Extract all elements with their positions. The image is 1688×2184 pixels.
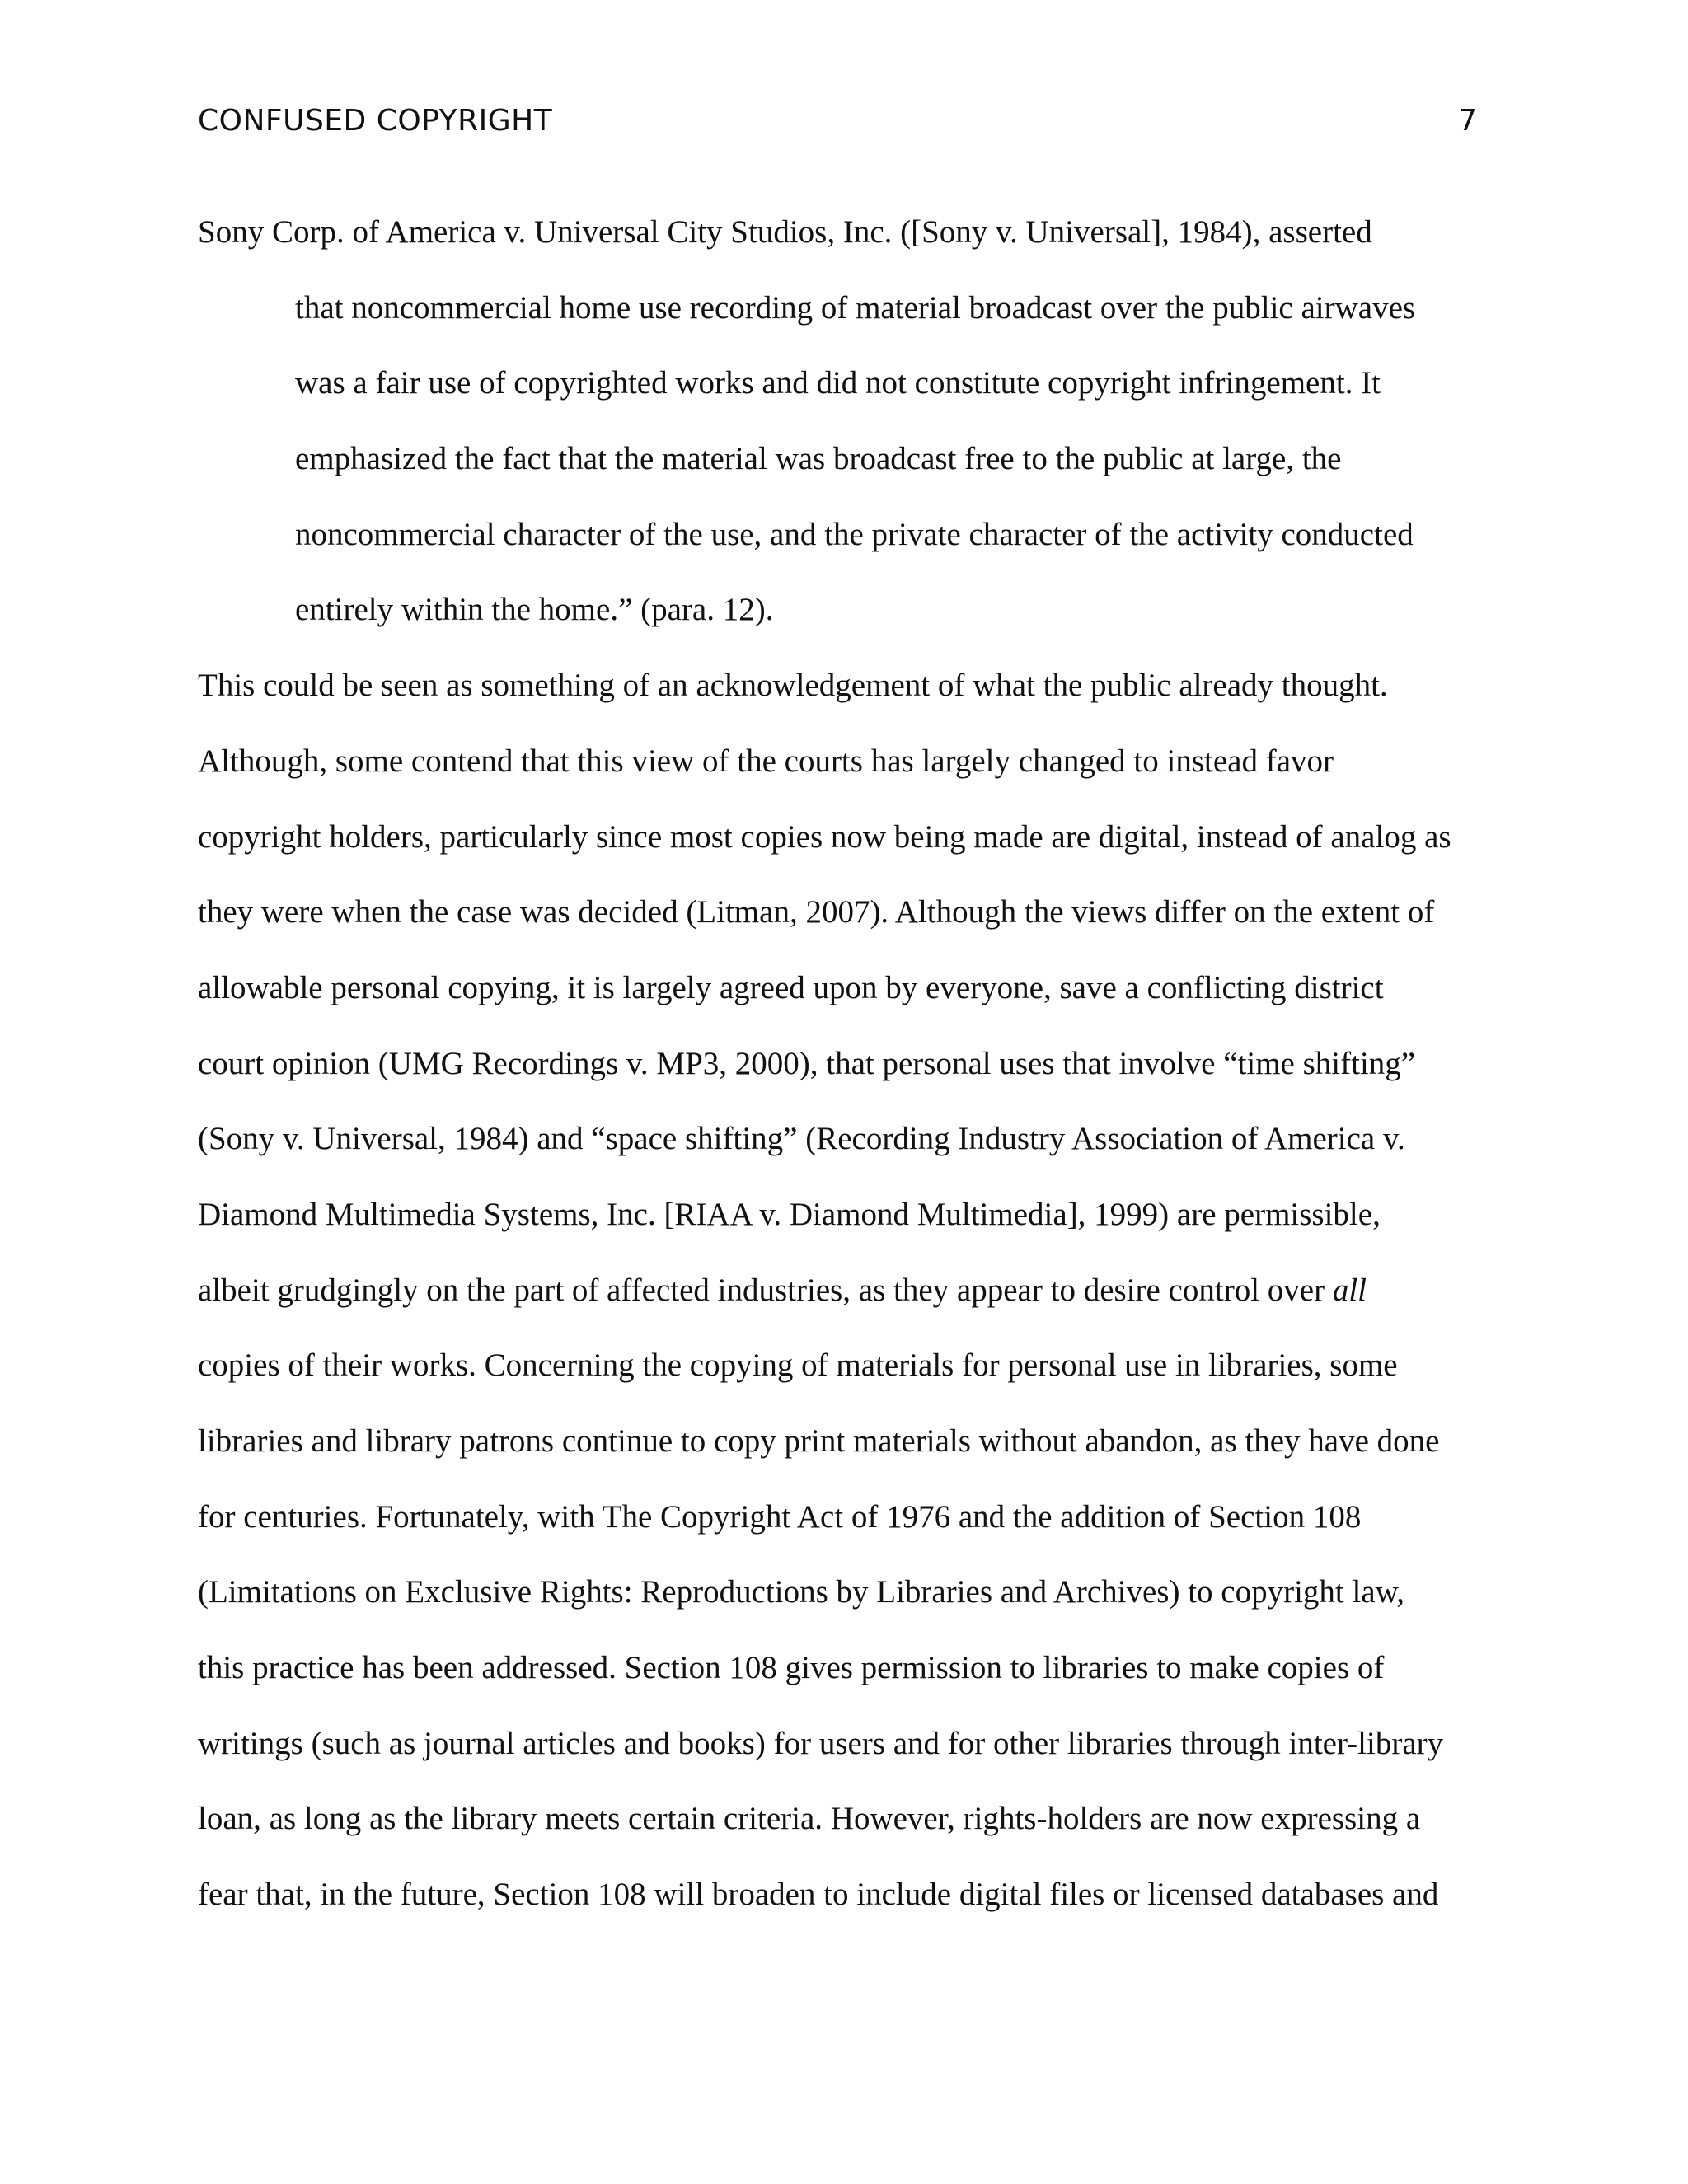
paragraph-line: fear that, in the future, Section 108 will broaden to include digital files or licensed databases and	[198, 1877, 1439, 1913]
paragraph-line: Diamond Multimedia Systems, Inc. [RIAA v. Diamond Multimedia], 1999) are permissible,	[198, 1196, 1381, 1232]
block-quote-line: emphasized the fact that the material was broadcast free to the public at large, the	[295, 441, 1342, 477]
paragraph-line: copyright holders, particularly since most copies now being made are digital, instead of analog as	[198, 818, 1451, 855]
paragraph-line: writings (such as journal articles and books) for users and for other libraries through inter-library	[198, 1725, 1444, 1761]
block-quote-line: Sony Corp. of America v. Universal City Studios, Inc. ([Sony v. Universal], 1984), asserted	[198, 214, 1372, 250]
paragraph-line: Although, some contend that this view of the courts has largely changed to instead favor	[198, 743, 1334, 779]
body-text	[198, 194, 1492, 1933]
running-head	[198, 101, 1477, 142]
block-quote-line: noncommercial character of the use, and the private character of the activity conducted	[295, 516, 1414, 552]
paragraph-line: allowable personal copying, it is largely agreed upon by everyone, save a conflicting district	[198, 969, 1384, 1005]
paragraph-line: this practice has been addressed. Section 108 gives permission to libraries to make copies of	[198, 1650, 1385, 1686]
paragraph-line: loan, as long as the library meets certain criteria. However, rights-holders are now expressing a	[198, 1801, 1421, 1837]
block-quote-line: entirely within the home.” (para. 12).	[295, 592, 774, 628]
block-quote-line: that noncommercial home use recording of material broadcast over the public airwaves	[295, 289, 1416, 326]
paragraph-line-text: albeit grudgingly on the part of affected industries, as they appear to desire control over	[198, 1272, 1333, 1308]
emphasized-word: all	[1332, 1272, 1367, 1308]
paragraph-line: they were when the case was decided (Litman, 2007). Although the views differ on the extent of	[198, 894, 1435, 930]
paragraph-line: (Sony v. Universal, 1984) and “space shifting” (Recording Industry Association of America v.	[198, 1121, 1405, 1157]
block-quote-line: was a fair use of copyrighted works and did not constitute copyright infringement. It	[295, 365, 1381, 401]
paragraph-line: copies of their works. Concerning the copying of materials for personal use in libraries, some	[198, 1347, 1398, 1384]
paragraph-line: (Limitations on Exclusive Rights: Reproductions by Libraries and Archives) to copyright law,	[198, 1574, 1405, 1610]
paragraph-line: This could be seen as something of an acknowledgement of what the public already thought.	[198, 668, 1388, 704]
running-head-title: CONFUSED COPYRIGHT	[198, 104, 553, 138]
page-number: 7	[1458, 104, 1477, 138]
paragraph-line: libraries and library patrons continue to copy print materials without abandon, as they have done	[198, 1423, 1440, 1459]
paragraph-line	[198, 1253, 1492, 1329]
paragraph-line: for centuries. Fortunately, with The Copyright Act of 1976 and the addition of Section 108	[198, 1498, 1362, 1535]
paragraph-line: court opinion (UMG Recordings v. MP3, 2000), that personal uses that involve “time shifting”	[198, 1045, 1416, 1081]
